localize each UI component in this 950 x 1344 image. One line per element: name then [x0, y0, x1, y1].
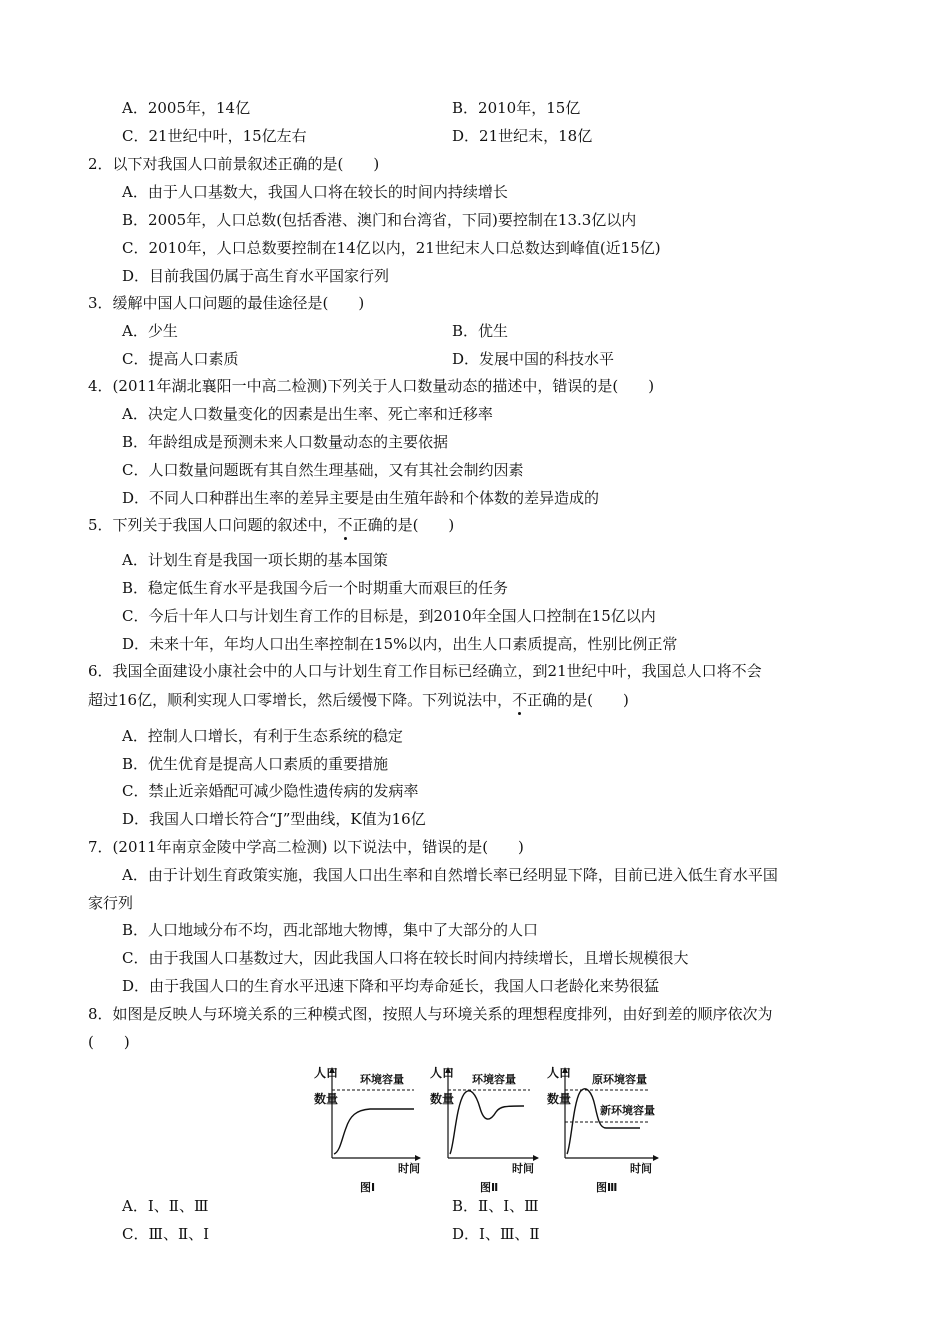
q5-stem — [88, 515, 454, 535]
q7-option-a-line2: 家行列 — [88, 894, 134, 912]
q1-option-c: C．21世纪中叶，15亿左右 — [122, 127, 307, 145]
panel-3-new-capacity-label: 新环境容量 — [600, 1104, 655, 1117]
q6-option-b: B．优生优育是提高人口素质的重要措施 — [122, 755, 389, 773]
q5-option-a: A．计划生育是我国一项长期的基本国策 — [122, 551, 388, 569]
figure-panel-2 — [430, 1066, 538, 1194]
q6-emphasis-not: 不 — [512, 691, 528, 709]
panel-3-ylabel-2: 数量 — [547, 1092, 572, 1106]
q7-option-b: B．人口地域分布不均，西北部地大物博，集中了大部分的人口 — [122, 921, 539, 939]
panel-3-xlabel: 时间 — [630, 1162, 652, 1175]
q7-option-a-line1: A．由于计划生育政策实施，我国人口出生率和自然增长率已经明显下降，目前已进入低生育水平国 — [122, 866, 778, 884]
panel-1-capacity-label: 环境容量 — [360, 1073, 404, 1086]
q6-stem-line1: 6．我国全面建设小康社会中的人口与计划生育工作目标已经确立，到21世纪中叶，我国总人口将不会 — [88, 662, 762, 680]
q4-option-a: A．决定人口数量变化的因素是出生率、死亡率和迁移率 — [122, 405, 493, 423]
q4-option-d: D．不同人口种群出生率的差异主要是由生殖年龄和个体数的差异造成的 — [122, 489, 600, 507]
q2-option-d: D．目前我国仍属于高生育水平国家行列 — [122, 267, 390, 285]
q6-option-a: A．控制人口增长，有利于生态系统的稳定 — [122, 727, 403, 745]
figure-panel-3 — [547, 1066, 658, 1194]
q8-stem-line1: 8．如图是反映人与环境关系的三种模式图，按照人与环境关系的理想程度排列，由好到差的顺序依次为 — [88, 1005, 773, 1023]
panel-2-ylabel-1: 人口 — [430, 1066, 455, 1080]
q5-stem-pre: 5．下列关于我国人口问题的叙述中， — [88, 516, 338, 534]
panel-3-original-capacity-label: 原环境容量 — [592, 1073, 647, 1086]
q1-option-b: B．2010年，15亿 — [452, 99, 581, 117]
q7-option-d: D．由于我国人口的生育水平迅速下降和平均寿命延长，我国人口老龄化来势很猛 — [122, 977, 660, 995]
q6-stem-pre: 超过16亿，顺利实现人口零增长，然后缓慢下降。下列说法中， — [88, 691, 513, 709]
panel-3-caption: 图Ⅲ — [596, 1181, 618, 1194]
figure-panel-1 — [314, 1066, 420, 1194]
q8-option-c: C．Ⅲ、Ⅱ、Ⅰ — [122, 1225, 210, 1243]
q6-stem-post: 正确的是( ) — [527, 691, 629, 709]
q2-stem: 2．以下对我国人口前景叙述正确的是( ) — [88, 155, 380, 173]
q3-option-c: C．提高人口素质 — [122, 350, 239, 368]
q8-option-a: A．Ⅰ、Ⅱ、Ⅲ — [122, 1197, 209, 1215]
population-models-svg — [310, 1066, 670, 1196]
q4-option-c: C．人口数量问题既有其自然生理基础，又有其社会制约因素 — [122, 461, 524, 479]
q5-option-d: D．未来十年，年均人口出生率控制在15%以内，出生人口素质提高，性别比例正常 — [122, 635, 678, 653]
q2-option-c: C．2010年，人口总数要控制在14亿以内，21世纪末人口总数达到峰值(近15亿) — [122, 239, 661, 257]
q3-stem: 3．缓解中国人口问题的最佳途径是( ) — [88, 294, 365, 312]
q3-option-d: D．发展中国的科技水平 — [452, 350, 615, 368]
panel-1-ylabel-2: 数量 — [314, 1092, 339, 1106]
q2-option-b: B．2005年，人口总数(包括香港、澳门和台湾省，下同)要控制在13.3亿以内 — [122, 211, 637, 229]
panel-3-ylabel-1: 人口 — [547, 1066, 572, 1080]
panel-1-caption: 图Ⅰ — [360, 1181, 376, 1194]
panel-2-xlabel: 时间 — [512, 1162, 534, 1175]
panel-2-ylabel-2: 数量 — [430, 1092, 455, 1106]
q8-option-b: B．Ⅱ、Ⅰ、Ⅲ — [452, 1197, 539, 1215]
q2-option-a: A．由于人口基数大，我国人口将在较长的时间内持续增长 — [122, 183, 508, 201]
q4-stem: 4．(2011年湖北襄阳一中高二检测)下列关于人口数量动态的描述中，错误的是( ) — [88, 377, 655, 395]
panel-1-curve — [334, 1109, 414, 1154]
q4-option-b: B．年龄组成是预测未来人口数量动态的主要依据 — [122, 433, 449, 451]
q8-stem-line2: ( ) — [88, 1033, 130, 1051]
panel-2-capacity-label: 环境容量 — [472, 1073, 516, 1086]
q1-option-a: A．2005年，14亿 — [122, 99, 251, 117]
panel-2-curve — [450, 1091, 524, 1154]
panel-3-curve — [567, 1089, 640, 1154]
q5-stem-post: 正确的是( ) — [352, 516, 455, 534]
q6-option-d: D．我国人口增长符合“J”型曲线，K值为16亿 — [122, 810, 426, 828]
q8-option-d: D．Ⅰ、Ⅲ、Ⅱ — [452, 1225, 540, 1243]
q1-option-d: D．21世纪末，18亿 — [452, 127, 593, 145]
q7-option-c: C．由于我国人口基数过大，因此我国人口将在较长时间内持续增长，且增长规模很大 — [122, 949, 689, 967]
panel-1-xlabel: 时间 — [398, 1162, 420, 1175]
population-models-figure — [310, 1066, 670, 1196]
panel-2-caption: 图Ⅱ — [480, 1181, 499, 1194]
q3-option-b: B．优生 — [452, 322, 509, 340]
q5-option-c: C．今后十年人口与计划生育工作的目标是，到2010年全国人口控制在15亿以内 — [122, 607, 656, 625]
panel-1-ylabel-1: 人口 — [314, 1066, 339, 1080]
q3-option-a: A．少生 — [122, 322, 178, 340]
q5-emphasis-not: 不 — [337, 516, 353, 534]
q5-option-b: B．稳定低生育水平是我国今后一个时期重大而艰巨的任务 — [122, 579, 509, 597]
q7-stem: 7．(2011年南京金陵中学高二检测) 以下说法中，错误的是( ) — [88, 838, 524, 856]
q6-option-c: C．禁止近亲婚配可减少隐性遗传病的发病率 — [122, 782, 419, 800]
q6-stem-line2 — [88, 690, 629, 710]
